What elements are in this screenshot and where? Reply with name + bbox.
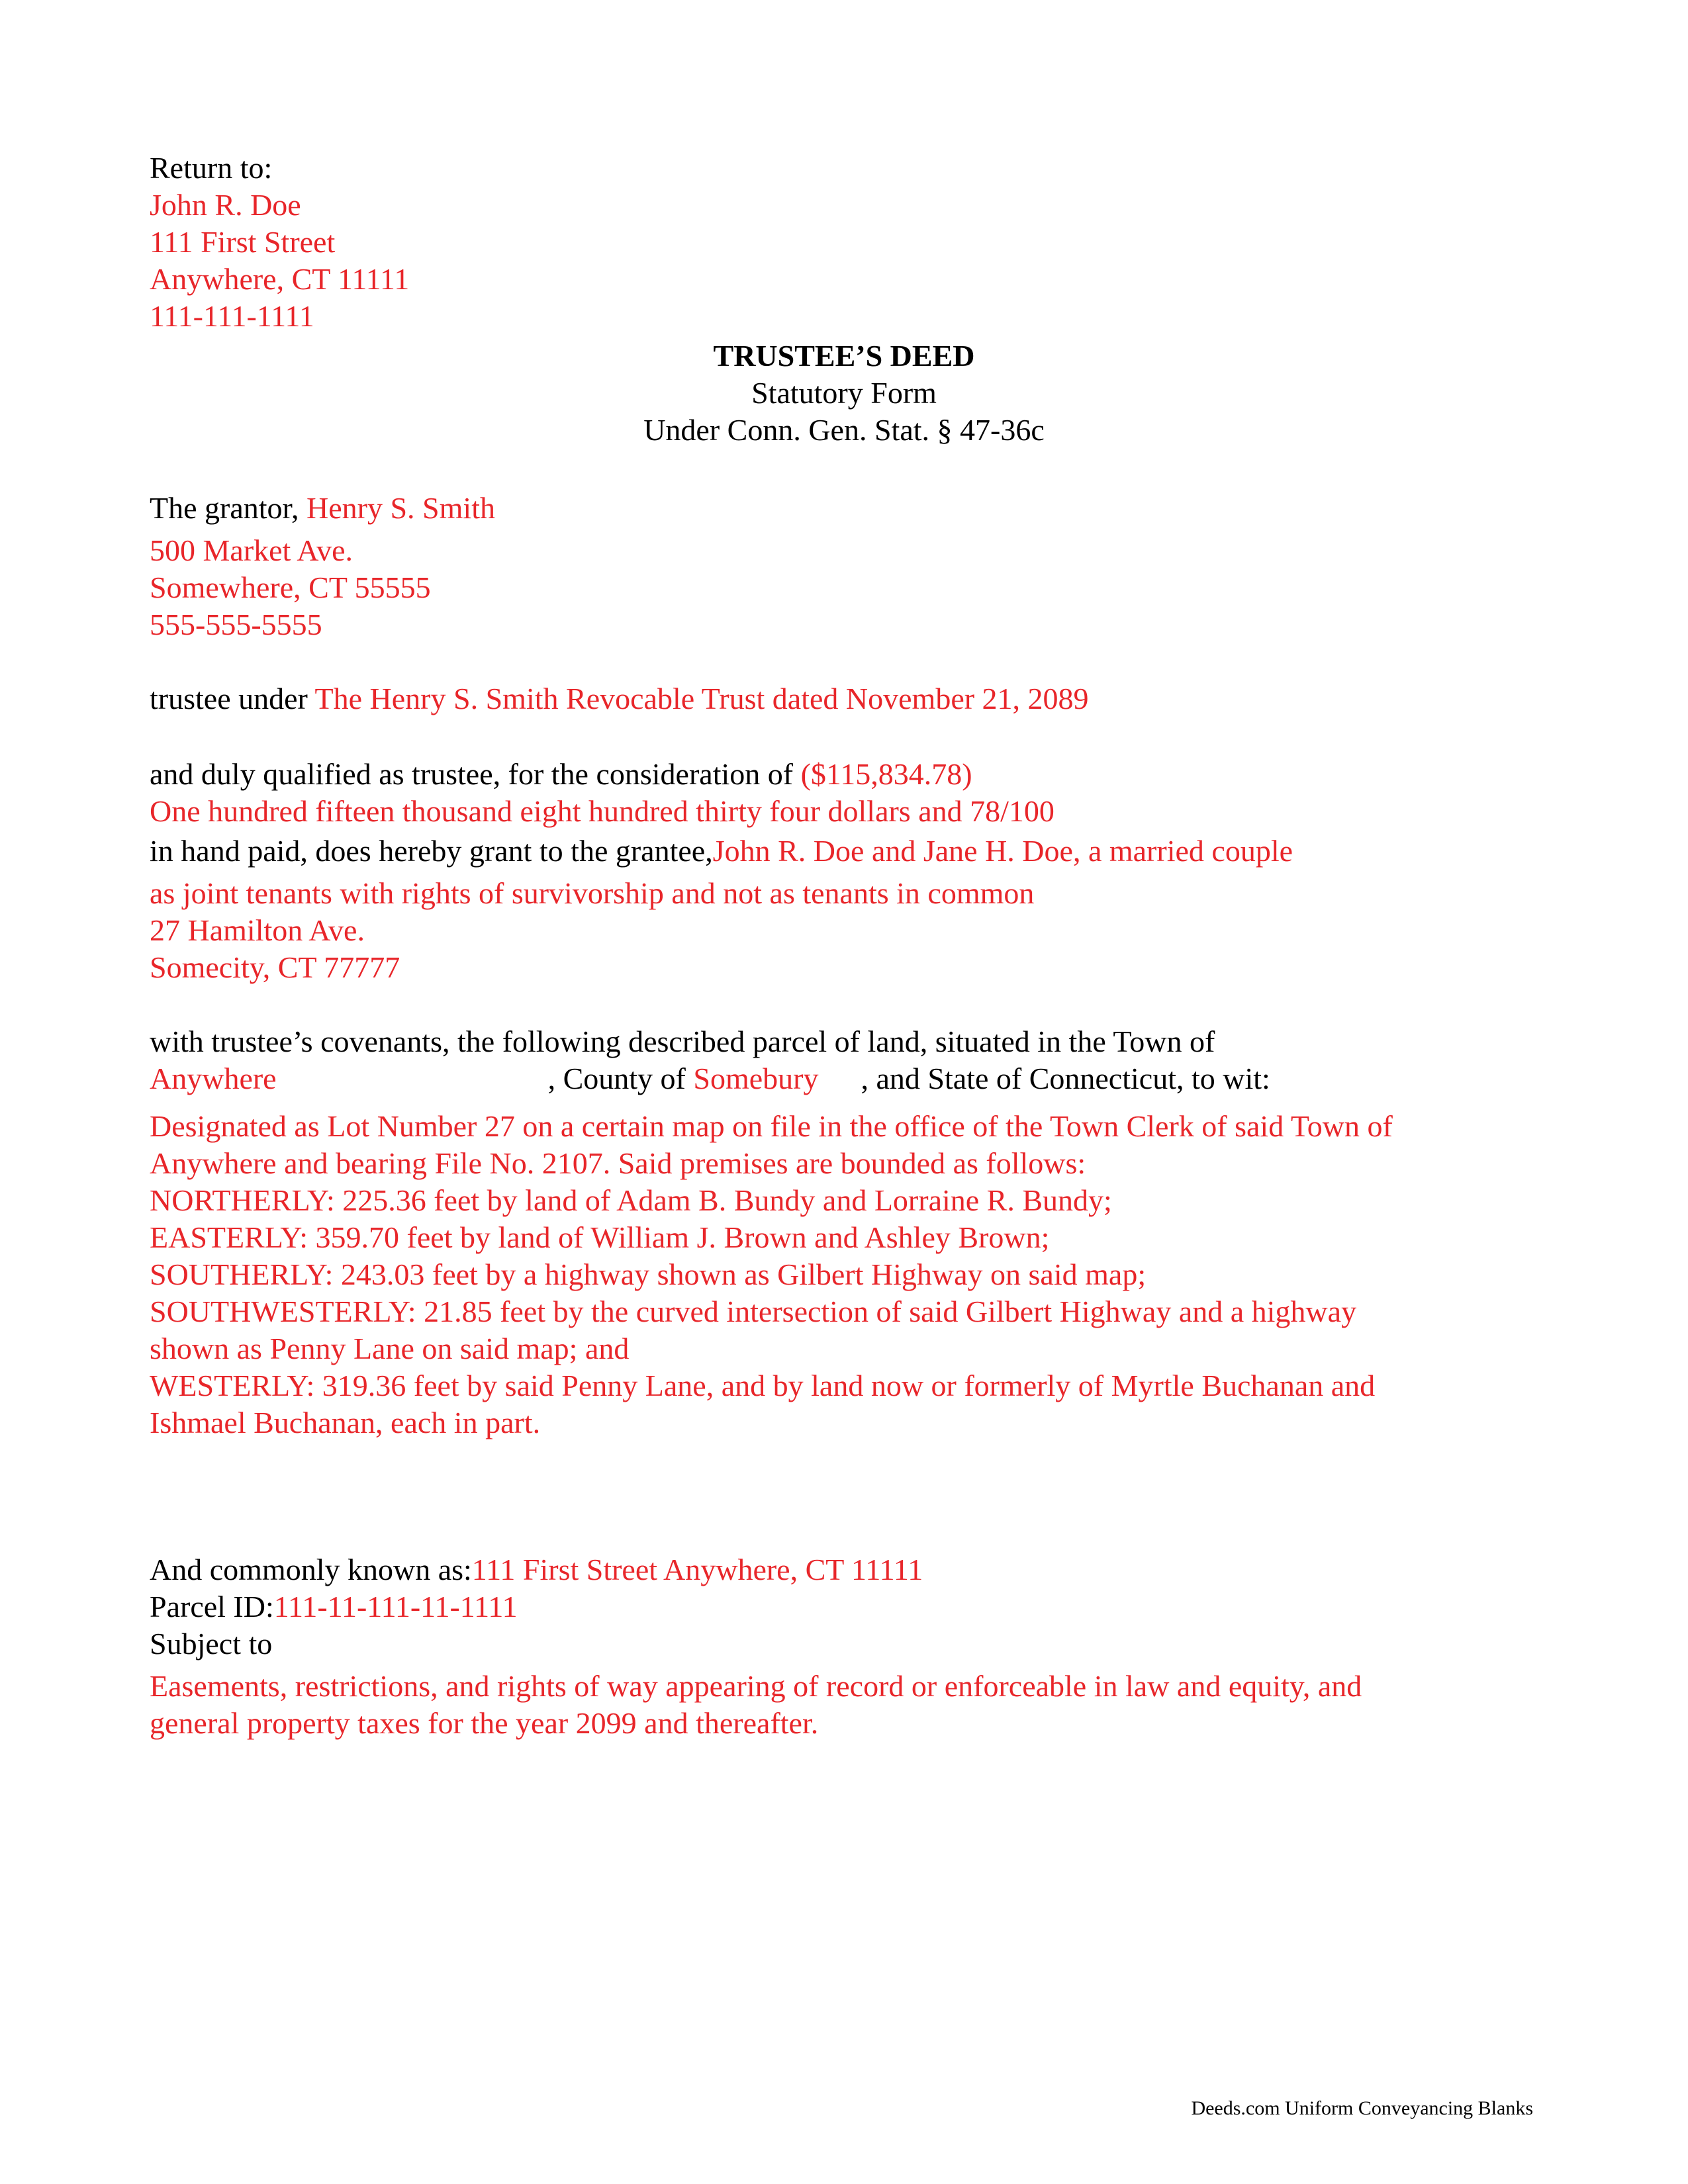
footer-credit: Deeds.com Uniform Conveyancing Blanks [1191, 2097, 1533, 2119]
return-to-phone: 111-111-1111 [150, 299, 314, 333]
grantee-line [150, 833, 1293, 870]
parcel-town: Anywhere [150, 1062, 277, 1095]
trust-label: trustee under [150, 682, 315, 715]
parcel-town-county-line [150, 1060, 1270, 1097]
trust-name: The Henry S. Smith Revocable Trust dated November 21, 2089 [314, 682, 1089, 715]
grantee-names: John R. Doe and Jane H. Doe, a married couple [712, 834, 1293, 868]
deed-statute: Under Conn. Gen. Stat. § 47-36c [643, 413, 1045, 447]
legal-description-line: Designated as Lot Number 27 on a certain map on file in the office of the Town Clerk of said Town of [150, 1109, 1393, 1143]
return-to-street: 111 First Street [150, 225, 336, 259]
grantee-street: 27 Hamilton Ave. [150, 913, 365, 947]
subject-to-line1: Easements, restrictions, and rights of way appearing of record or enforceable in law and equity, and [150, 1669, 1362, 1703]
return-to-city: Anywhere, CT 11111 [150, 262, 410, 296]
return-to-name: John R. Doe [150, 188, 301, 222]
consideration-line [150, 756, 972, 793]
trust-line [150, 680, 1089, 717]
parcel-id-value: 111-11-111-11-1111 [273, 1590, 518, 1623]
parcel-county: Somebury [693, 1062, 819, 1095]
known-as-line [150, 1551, 923, 1588]
legal-description-line: NORTHERLY: 225.36 feet by land of Adam B. Bundy and Lorraine R. Bundy; [150, 1183, 1112, 1217]
known-as-label: And commonly known as: [150, 1553, 472, 1586]
consideration-label: and duly qualified as trustee, for the consideration of [150, 757, 801, 791]
grantor-street: 500 Market Ave. [150, 533, 353, 567]
grantor-city: Somewhere, CT 55555 [150, 570, 431, 604]
grantor-label: The grantor, [150, 491, 307, 525]
parcel-id-line [150, 1588, 518, 1625]
subject-to-line2: general property taxes for the year 2099 and thereafter. [150, 1706, 819, 1740]
legal-description-line: WESTERLY: 319.36 feet by said Penny Lane, and by land now or formerly of Myrtle Buchanan and [150, 1369, 1376, 1402]
grantor-line [150, 490, 495, 527]
parcel-id-label: Parcel ID: [150, 1590, 274, 1623]
legal-description-line: Ishmael Buchanan, each in part. [150, 1406, 541, 1439]
legal-description-line: EASTERLY: 359.70 feet by land of William J. Brown and Ashley Brown; [150, 1220, 1050, 1254]
legal-description-line: shown as Penny Lane on said map; and [150, 1332, 630, 1365]
legal-description-line: SOUTHERLY: 243.03 feet by a highway shown as Gilbert Highway on said map; [150, 1257, 1147, 1291]
return-to-label: Return to: [150, 151, 273, 185]
consideration-amount-words: One hundred fifteen thousand eight hundred thirty four dollars and 78/100 [150, 794, 1055, 828]
known-as-address: 111 First Street Anywhere, CT 11111 [471, 1553, 923, 1586]
grantee-city: Somecity, CT 77777 [150, 950, 400, 984]
state-label: , and State of Connecticut, to wit: [861, 1062, 1270, 1095]
deed-title: TRUSTEE’S DEED [713, 339, 975, 373]
consideration-amount: ($115,834.78) [800, 757, 972, 791]
legal-description-line: Anywhere and bearing File No. 2107. Said premises are bounded as follows: [150, 1146, 1086, 1180]
grantee-label: in hand paid, does hereby grant to the grantee, [150, 834, 713, 868]
grantor-phone: 555-555-5555 [150, 608, 322, 641]
grantor-name: Henry S. Smith [306, 491, 495, 525]
parcel-intro: with trustee’s covenants, the following described parcel of land, situated in the Town of [150, 1024, 1215, 1058]
legal-description-line: SOUTHWESTERLY: 21.85 feet by the curved intersection of said Gilbert Highway and a highway [150, 1295, 1357, 1328]
county-label: , County of [547, 1062, 694, 1095]
subject-to-label: Subject to [150, 1627, 273, 1661]
deed-subtitle: Statutory Form [751, 376, 937, 410]
grantee-tenancy: as joint tenants with rights of survivorship and not as tenants in common [150, 876, 1035, 910]
